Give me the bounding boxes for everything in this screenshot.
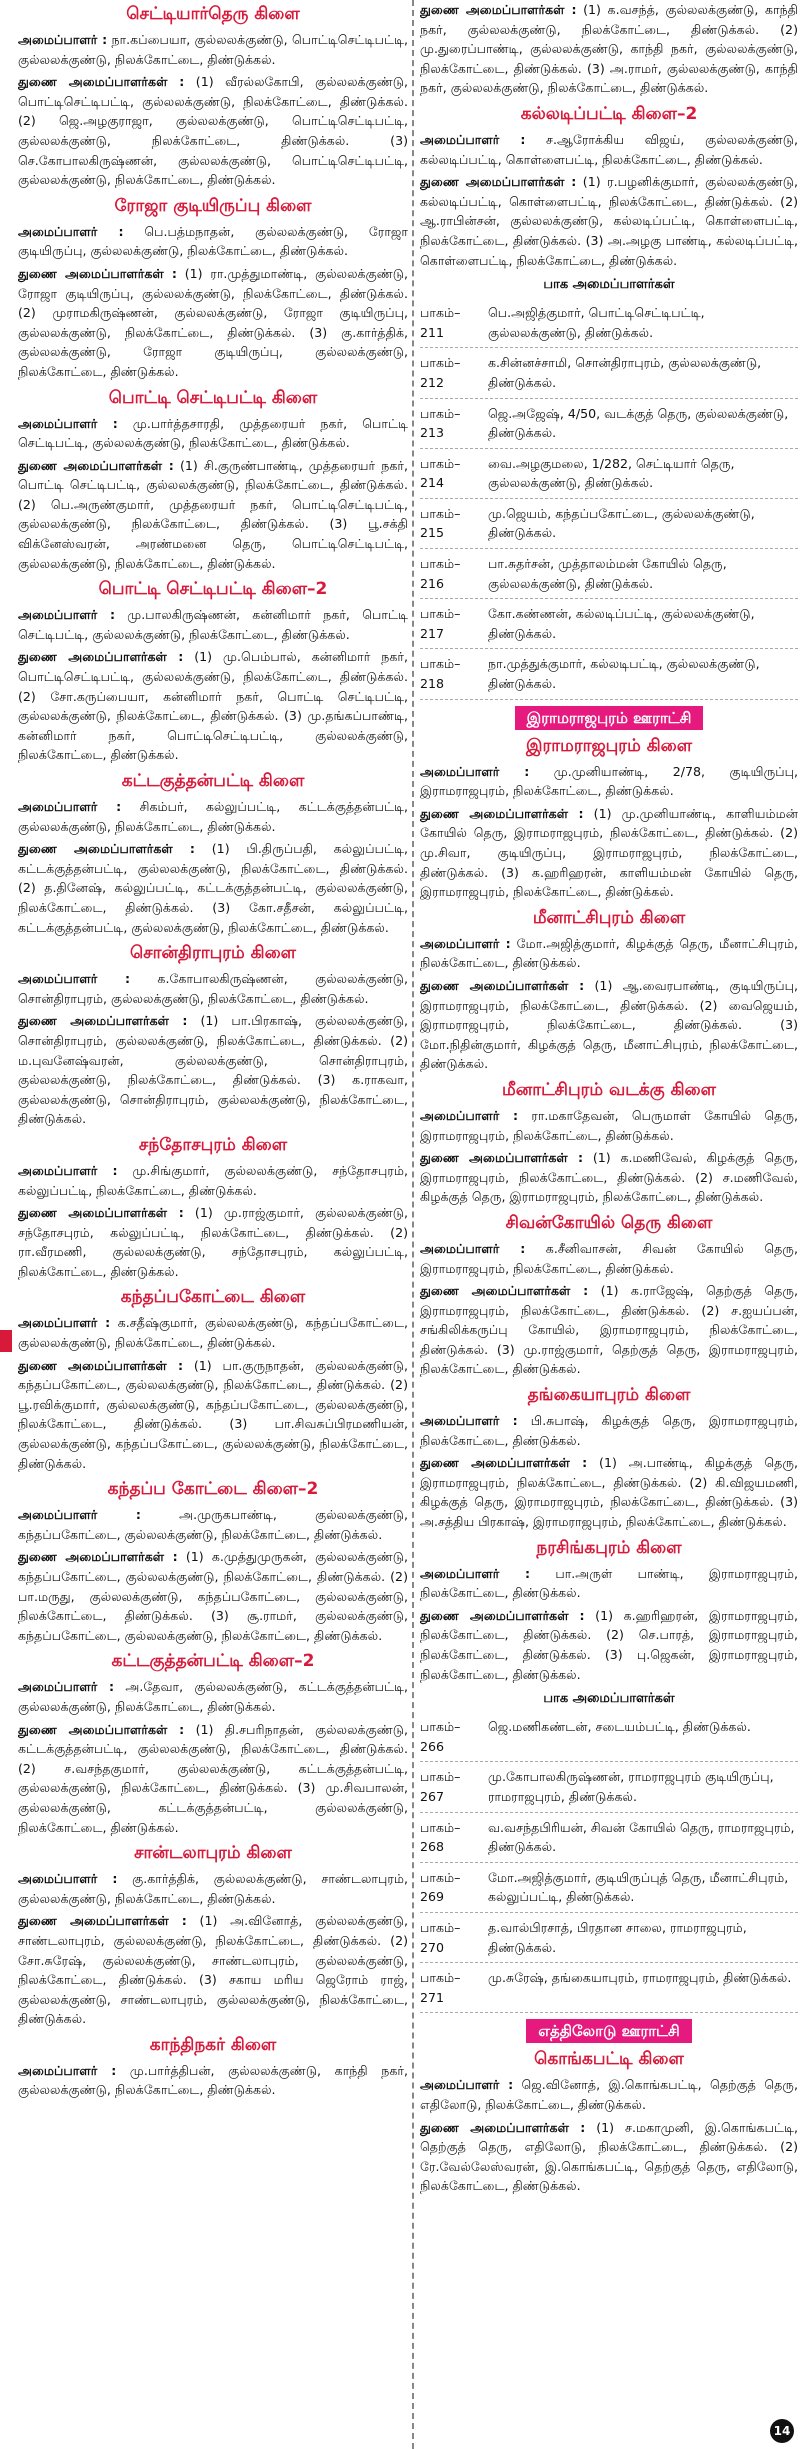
branch-section: [18, 1285, 408, 1473]
panchayat-banner: [420, 2019, 798, 2043]
member-text: அ.முருகபாண்டி, குல்லலக்குண்டு, கந்தப்பகோட்டை, குல்லலக்குண்டு, நிலக்கோட்டை, திண்டுக்கல்.: [18, 1507, 408, 1542]
member-text: க.சீனிவாசன், சிவன் கோயில் தெரு, இராமராஜபுரம், நிலக்கோட்டை, திண்டுக்கல்.: [420, 1240, 798, 1276]
member-text: (1) அ.பாண்டி, கிழக்குத் தெரு, இராமராஜபுரம், நிலக்கோட்டை, திண்டுக்கல். (2) கி.விஜயமணி, கிழக்குத் தெரு, இராமராஜபுரம், நிலக்கோட்டை, திண்டுக்கல். (3) அ.சத்திய பிரகாஷ், இராமராஜபுரம், நிலக்கோட்டை, திண்டுக்கல்.: [420, 1455, 798, 1530]
branch-heading: காந்திநகர் கிளை: [149, 2034, 277, 2055]
member-text: க.கோபாலகிருஷ்ணன், குல்லலக்குண்டு, சொன்திராபுரம், குல்லலக்குண்டு, நிலக்கோட்டை, திண்டுக்கல்.: [18, 971, 408, 1006]
branch-section: [420, 1211, 798, 1379]
member-paragraph: [420, 1411, 798, 1450]
member-paragraph: [420, 1239, 798, 1278]
role-label: அமைப்பாளர் :: [420, 935, 511, 951]
role-label: அமைப்பாளர் :: [420, 1107, 519, 1123]
member-text: பா.அருள் பாண்டி, இராமராஜபுரம், நிலக்கோட்டை, திண்டுக்கல்.: [420, 1565, 798, 1601]
booth-number: பாகம்– 215: [420, 505, 461, 541]
role-label: அமைப்பாளர் :: [420, 131, 526, 147]
booth-row: [420, 1913, 798, 1963]
member-paragraph: [420, 2118, 798, 2196]
member-paragraph: [18, 1677, 408, 1716]
role-label: துணை அமைப்பாளர்கள் :: [18, 1549, 178, 1565]
member-text: பி.சுபாஷ், கிழக்குத் தெரு, இராமராஜபுரம், நிலக்கோட்டை, திண்டுக்கல்.: [420, 1413, 798, 1448]
member-text: (1) க.முத்துமுருகன், குல்லலக்குண்டு, கந்தப்பகோட்டை, குல்லலக்குண்டு, நிலக்கோட்டை, திண்டுக்கல். (2) பா.மருது, குல்லலக்குண்டு, கந்தப்பகோட்டை, குல்லலக்குண்டு, நிலக்கோட்டை, திண்டுக்கல். (3) சூ.ராமர், குல்லலக்குண்டு, கந்தப்பகோட்டை, குல்லலக்குண்டு, நிலக்கோட்டை, திண்டுக்கல்.: [18, 1549, 408, 1643]
role-label: அமைப்பாளர் :: [18, 223, 124, 239]
role-label: துணை அமைப்பாளர்கள் :: [18, 841, 195, 857]
role-label: துணை அமைப்பாளர்கள் :: [420, 2119, 586, 2135]
booth-number: பாகம்– 217: [420, 606, 461, 641]
member-paragraph: [18, 1547, 408, 1645]
member-text: க.சதீஷ்குமார், குல்லலக்குண்டு, கந்தப்பகோட்டை, குல்லலக்குண்டு, நிலக்கோட்டை, திண்டுக்கல்.: [18, 1315, 408, 1351]
member-paragraph: [18, 72, 408, 190]
role-label: அமைப்பாளர் :: [420, 1565, 531, 1581]
member-paragraph: [18, 647, 408, 765]
member-paragraph: [420, 762, 798, 801]
booth-member: வை.அழகுமலை, 1/282, செட்டியார் தெரு, குல்லலக்குண்டு, திண்டுக்கல்.: [488, 455, 735, 491]
booth-row: [420, 1712, 798, 1762]
booth-number: பாகம்– 270: [420, 1919, 461, 1955]
booth-row: [420, 1863, 798, 1913]
booth-member: மு.ஜெயம், கந்தப்பகோட்டை, குல்லலக்குண்டு, திண்டுக்கல்.: [488, 505, 755, 541]
role-label: அமைப்பாளர் :: [18, 2062, 117, 2078]
branch-heading: சிவன்கோயில் தெரு கிளை: [505, 1212, 713, 1233]
branch-section: [18, 1649, 408, 1837]
member-paragraph: [18, 1356, 408, 1474]
right-column: [420, 0, 798, 2449]
member-paragraph: [18, 969, 408, 1008]
panchayat-banner-label: இராமராஜபுரம் ஊராட்சி: [515, 706, 704, 730]
booth-member: ஜெ.மணிகண்டன், சடையம்பட்டி, திண்டுக்கல்.: [488, 1719, 751, 1735]
member-text: மு.பார்த்தசாரதி, முத்தரையர் நகர், பொட்டி செட்டிபட்டி, குல்லலக்குண்டு, நிலக்கோட்டை, திண்டுக்கல்.: [18, 415, 408, 451]
role-label: துணை அமைப்பாளர்கள் :: [18, 1013, 188, 1029]
booth-row: [420, 1813, 798, 1863]
member-text: மு.முனியாண்டி, 2/78, குடியிருப்பு, இராமராஜபுரம், நிலக்கோட்டை, திண்டுக்கல்.: [420, 763, 798, 799]
role-label: அமைப்பாளர் :: [420, 1413, 518, 1429]
member-paragraph: [18, 456, 408, 574]
role-label: துணை அமைப்பாளர்கள் :: [18, 457, 174, 473]
page-number: 14: [770, 2419, 794, 2443]
booth-row: [420, 449, 798, 499]
role-label: துணை அமைப்பாளர்கள் :: [420, 977, 585, 993]
booth-number: பாகம்– 267: [420, 1769, 461, 1804]
role-label: துணை அமைப்பாளர்கள் :: [18, 1721, 185, 1737]
branch-heading: சந்தோசபுரம் கிளை: [138, 1134, 288, 1155]
role-label: துணை அமைப்பாளர்கள் :: [420, 2, 577, 17]
role-label: அமைப்பாளர் :: [18, 1162, 118, 1178]
left-edge-strip: [0, 0, 12, 2449]
member-text: ச.ஆரோக்கிய விஜய், குல்லலக்குண்டு, கல்லடிப்பட்டி, கொள்ளைபட்டி, நிலக்கோட்டை, திண்டுக்கல்.: [420, 131, 798, 167]
booth-row: [420, 649, 798, 699]
branch-section: [420, 734, 798, 902]
branch-section: [420, 1078, 798, 1207]
member-paragraph: [420, 130, 798, 169]
branch-heading: கந்தப்பகோட்டை கிளை: [120, 1287, 306, 1308]
branch-section: [18, 194, 408, 382]
member-text: கு.கார்த்திக், குல்லலக்குண்டு, சாண்டலாபுரம், குல்லலக்குண்டு, நிலக்கோட்டை, திண்டுக்கல்.: [18, 1871, 408, 1906]
member-paragraph: [420, 934, 798, 973]
branch-heading: நரசிங்கபுரம் கிளை: [536, 1537, 682, 1558]
role-label: துணை அமைப்பாளர்கள் :: [18, 649, 184, 665]
member-text: மு.பாலகிருஷ்ணன், கன்னிமார் நகர், பொட்டி செட்டிபட்டி, குல்லலக்குண்டு, நிலக்கோட்டை, திண்டுக்கல்.: [18, 607, 408, 642]
branch-heading: கட்டகுத்தன்பட்டி கிளை: [121, 771, 305, 791]
branch-section: [18, 1477, 408, 1645]
booth-row: [420, 399, 798, 449]
booth-list: [420, 1688, 798, 2013]
booth-number: பாகம்– 269: [420, 1869, 461, 1905]
member-text: (1) ச.மகாமுனி, இ.கொங்கபட்டி, தெற்குத் தெரு, எதிலோடு, நிலக்கோட்டை, திண்டுக்கல். (2) ரே.வேல்லேஸ்வரன், இ.கொங்கபட்டி, தெற்குத் தெரு, எதிலோடு, நிலக்கோட்டை, திண்டுக்கல்.: [420, 2119, 798, 2194]
member-paragraph: [18, 1505, 408, 1544]
member-text: பெ.பத்மநாதன், குல்லலக்குண்டு, ரோஜா குடியிருப்பு, குல்லலக்குண்டு, நிலக்கோட்டை, திண்டுக்கல்.: [18, 223, 408, 259]
booth-member: மோ.அஜித்குமார், குடியிருப்புத் தெரு, மீனாட்சிபுரம், கல்லுப்பட்டி, திண்டுக்கல்.: [488, 1869, 789, 1905]
booth-member: ஜெ.அஜேஷ், 4/50, வடக்குத் தெரு, குல்லலக்குண்டு, திண்டுக்கல்.: [488, 405, 789, 441]
branch-heading: கந்தப்ப கோட்டை கிளை–2: [107, 1479, 319, 1500]
member-text: (1) அ.வினோத், குல்லலக்குண்டு, சாண்டலாபுரம், குல்லலக்குண்டு, நிலக்கோட்டை, திண்டுக்கல். (2) சோ.சுரேஷ், குல்லலக்குண்டு, சாண்டலாபுரம், குல்லலக்குண்டு, நிலக்கோட்டை, திண்டுக்கல். (3) சகாய மரிய ஜெரோம் ராஜ், குல்லலக்குண்டு, சாண்டலாபுரம், குல்லலக்குண்டு, நிலக்கோட்டை, திண்டுக்கல்.: [18, 1913, 408, 2027]
member-paragraph: [420, 172, 798, 270]
branch-heading: கட்டகுத்தன்பட்டி கிளை–2: [111, 1651, 315, 1672]
booth-number: பாகம்– 214: [420, 455, 461, 491]
booth-row: [420, 348, 798, 398]
booth-number: பாகம்– 213: [420, 405, 461, 441]
branch-section: [18, 1133, 408, 1282]
branch-section: [18, 2033, 408, 2100]
panchayat-banner: [420, 706, 798, 730]
role-label: அமைப்பாளர் :: [18, 1679, 115, 1695]
member-paragraph: [420, 1564, 798, 1603]
member-paragraph: [18, 2061, 408, 2100]
branch-section: [18, 769, 408, 937]
role-label: துணை அமைப்பாளர்கள் :: [18, 1913, 187, 1929]
member-paragraph: [18, 1911, 408, 2029]
member-text: மு.சிங்குமார், குல்லலக்குண்டு, சந்தோசபுரம், கல்லுப்பட்டி, நிலக்கோட்டை, திண்டுக்கல்.: [18, 1162, 408, 1198]
member-paragraph: [420, 976, 798, 1074]
branch-heading: பொட்டி செட்டிபட்டி கிளை–2: [98, 579, 328, 600]
member-text: (1) ரா.முத்துமாண்டி, குல்லலக்குண்டு, ரோஜா குடியிருப்பு, குல்லலக்குண்டு, நிலக்கோட்டை, திண்டுக்கல். (2) முராமகிருஷ்ணன், குல்லலக்குண்டு, ரோஜா குடியிருப்பு, குல்லலக்குண்டு, நிலக்கோட்டை, திண்டுக்கல். (3) கு.கார்த்திக், குல்லலக்குண்டு, ரோஜா குடியிருப்பு, குல்லலக்குண்டு, நிலக்கோட்டை, திண்டுக்கல்.: [18, 265, 408, 379]
member-paragraph: [18, 1720, 408, 1838]
member-paragraph: [18, 1313, 408, 1352]
member-text: அ.தேவா, குல்லலக்குண்டு, கட்டக்குத்தன்பட்டி, குல்லலக்குண்டு, நிலக்கோட்டை, திண்டுக்கல்.: [18, 1679, 408, 1714]
role-label: அமைப்பாளர் :: [18, 1871, 118, 1887]
member-paragraph: [420, 1453, 798, 1531]
booth-row: [420, 1762, 798, 1812]
branch-heading: சான்டலாபுரம் கிளை: [134, 1843, 292, 1864]
member-paragraph: [420, 1148, 798, 1207]
branch-section: [18, 386, 408, 574]
role-label: துணை அமைப்பாளர்கள் :: [18, 265, 177, 281]
member-text: (1) தி.சபரிநாதன், குல்லலக்குண்டு, கட்டக்குத்தன்பட்டி, குல்லலக்குண்டு, நிலக்கோட்டை, திண்டுக்கல். (2) ச.வசந்தகுமார், குல்லலக்குண்டு, கட்டக்குத்தன்பட்டி, குல்லலக்குண்டு, நிலக்கோட்டை, திண்டுக்கல். (3) மு.சிவபாலன், குல்லலக்குண்டு, கட்டக்குத்தன்பட்டி, குல்லலக்குண்டு, நிலக்கோட்டை, திண்டுக்கல்.: [18, 1721, 408, 1835]
member-text: (1) க.ஹரிஹரன், இராமராஜபுரம், நிலக்கோட்டை, திண்டுக்கல். (2) செ.பாரத், இராமராஜபுரம், நிலக்கோட்டை, திண்டுக்கல். (3) பு.ஜெகன், இராமராஜபுரம், நிலக்கோட்டை, திண்டுக்கல்.: [420, 1607, 798, 1682]
role-label: அமைப்பாளர் :: [18, 799, 122, 814]
branch-section: [420, 906, 798, 1074]
role-label: அமைப்பாளர் :: [18, 971, 131, 987]
member-text: (1) சி.குருண்பாண்டி, முத்தரையர் நகர், பொட்டி செட்டிபட்டி, குல்லலக்குண்டு, நிலக்கோட்டை, திண்டுக்கல். (2) பெ.அருண்குமார், முத்தரையர் நகர், பொட்டிசெட்டிபட்டி, குல்லலக்குண்டு, நிலக்கோட்டை, திண்டுக்கல். (3) பூ.சக்தி விக்னேஸ்வரன், அரண்மனை தெரு, பொட்டிசெட்டிபட்டி, குல்லலக்குண்டு, நிலக்கோட்டை, திண்டுக்கல்.: [18, 457, 408, 571]
role-label: அமைப்பாளர் :: [18, 1315, 111, 1331]
role-label: அமைப்பாளர் :: [18, 607, 116, 623]
booth-row: [420, 1963, 798, 2013]
member-text: (1) பா.பிரகாஷ், குல்லலக்குண்டு, சொன்திராபுரம், குல்லலக்குண்டு, நிலக்கோட்டை, திண்டுக்கல். (2) ம.புவனேஷ்வரன், குல்லலக்குண்டு, சொன்திராபுரம், குல்லலக்குண்டு, நிலக்கோட்டை, திண்டுக்கல். (3) க.ராகவா, குல்லலக்குண்டு, சொன்திராபுரம், குல்லலக்குண்டு, நிலக்கோட்டை, திண்டுக்கல்.: [18, 1013, 408, 1127]
booth-number: பாகம்– 268: [420, 1819, 461, 1855]
branch-heading: மீனாட்சிபுரம் வடக்கு கிளை: [502, 1079, 716, 1100]
branch-heading: கல்லடிப்பட்டி கிளை–2: [520, 103, 698, 124]
member-paragraph: [420, 0, 798, 98]
booth-row: [420, 599, 798, 649]
role-label: துணை அமைப்பாளர்கள் :: [420, 1150, 584, 1166]
member-text: (1) மு.முனியாண்டி, காளியம்மன் கோயில் தெரு, இராமராஜபுரம், நிலக்கோட்டை, திண்டுக்கல். (2) மு.சிவா, குடியிருப்பு, இராமராஜபுரம், நிலக்கோட்டை, திண்டுக்கல். (3) க.ஹரிஹரன், காளியம்மன் கோயில் தெரு, இராமராஜபுரம், நிலக்கோட்டை, திண்டுக்கல்.: [420, 805, 798, 900]
branch-heading: பொட்டி செட்டிபட்டி கிளை: [108, 387, 318, 408]
role-label: அமைப்பாளர் :: [18, 415, 118, 431]
branch-section: [18, 577, 408, 765]
member-text: (1) மு.ராஜ்குமார், குல்லலக்குண்டு, சந்தோசபுரம், கல்லுப்பட்டி, நிலக்கோட்டை, திண்டுக்கல். (2) ரா.வீரமணி, குல்லலக்குண்டு, சந்தோசபுரம், கல்லுப்பட்டி, நிலக்கோட்டை, திண்டுக்கல்.: [18, 1205, 408, 1279]
branch-heading: மீனாட்சிபுரம் கிளை: [532, 907, 686, 928]
branch-section: [420, 1536, 798, 1685]
member-paragraph: [420, 1281, 798, 1379]
branch-heading: சொன்திராபுரம் கிளை: [130, 943, 296, 964]
booth-number: பாகம்– 216: [420, 556, 461, 591]
role-label: துணை அமைப்பாளர்கள் :: [420, 1283, 589, 1299]
member-text: சிகம்பர், கல்லுப்பட்டி, கட்டக்குத்தன்பட்டி, குல்லலக்குண்டு, நிலக்கோட்டை, திண்டுக்கல்.: [18, 799, 408, 834]
branch-section: [18, 1841, 408, 2029]
edge-red-marker: [0, 1330, 12, 1352]
member-paragraph: [18, 414, 408, 453]
booth-row: [420, 499, 798, 549]
branch-heading: கொங்கபட்டி கிளை: [534, 2049, 684, 2070]
branch-section: [18, 941, 408, 1129]
member-paragraph: [18, 1869, 408, 1908]
member-paragraph: [18, 264, 408, 382]
booth-member: நா.முத்துக்குமார், கல்லடிபட்டி, குல்லலக்குண்டு, திண்டுக்கல்.: [488, 656, 760, 692]
booth-number: பாகம்– 218: [420, 656, 461, 692]
member-paragraph: [18, 797, 408, 836]
role-label: துணை அமைப்பாளர்கள் :: [420, 1455, 588, 1471]
member-text: மு.பார்த்திபன், குல்லலக்குண்டு, காந்தி நகர், குல்லலக்குண்டு, நிலக்கோட்டை, திண்டுக்கல்.: [18, 2062, 408, 2098]
branch-heading: செட்டியார்தெரு கிளை: [126, 4, 300, 24]
member-paragraph: [420, 804, 798, 902]
member-text: ஜெ.வினோத், இ.கொங்கபட்டி, தெற்குத் தெரு, எதிலோடு, நிலக்கோட்டை, திண்டுக்கல்.: [420, 2077, 798, 2112]
member-paragraph: [18, 1011, 408, 1129]
member-paragraph: [420, 1106, 798, 1145]
role-label: துணை அமைப்பாளர்கள் :: [420, 174, 577, 190]
member-paragraph: [18, 1161, 408, 1200]
role-label: அமைப்பாளர் :: [420, 2077, 514, 2093]
member-text: (1) க.ராஜேஷ், தெற்குத் தெரு, இராமராஜபுரம், நிலக்கோட்டை, திண்டுக்கல். (2) ச.ஐயப்பன், சங்கிலிக்கருப்பு கோயில், இராமராஜபுரம், நிலக்கோட்டை, திண்டுக்கல். (3) மு.ராஜ்குமார், தெற்குத் தெரு, இராமராஜபுரம், நிலக்கோட்டை, திண்டுக்கல்.: [420, 1283, 798, 1377]
booth-list: [420, 274, 798, 700]
booth-member: கோ.கண்ணன், கல்லடிப்பட்டி, குல்லலக்குண்டு, திண்டுக்கல்.: [488, 606, 755, 641]
role-label: துணை அமைப்பாளர்கள் :: [18, 74, 185, 90]
column-divider: [412, 0, 414, 2449]
role-label: அமைப்பாளர் :: [18, 32, 108, 47]
member-paragraph: [420, 1606, 798, 1684]
member-text: (1) ஆ.வைரபாண்டி, குடியிருப்பு, இராமராஜபுரம், நிலக்கோட்டை, திண்டுக்கல். (2) வைஜெயம், இராமராஜபுரம், நிலக்கோட்டை, திண்டுக்கல். (3) மோ.நிதின்குமார், கிழக்குத் தெரு, மீனாட்சிபுரம், நிலக்கோட்டை, திண்டுக்கல்.: [420, 977, 798, 1072]
role-label: அமைப்பாளர் :: [420, 1240, 526, 1256]
booth-member: பெ.அஜித்குமார், பொட்டிசெட்டிபட்டி, குல்லலக்குண்டு, திண்டுக்கல்.: [488, 305, 705, 340]
role-label: துணை அமைப்பாளர்கள் :: [18, 1357, 183, 1373]
branch-heading: ரோஜா குடியிருப்பு கிளை: [114, 195, 312, 216]
booth-member: மு.சுரேஷ், தங்கையாபுரம், ராமராஜபுரம், திண்டுக்கல்.: [488, 1970, 792, 1986]
member-paragraph: [420, 2075, 798, 2114]
booth-member: மு.கோபாலகிருஷ்ணன், ராமராஜபுரம் குடியிருப்பு, ராமராஜபுரம், திண்டுக்கல்.: [488, 1769, 774, 1804]
booth-member: த.வால்பிரசாத், பிரதான சாலை, ராமராஜபுரம், திண்டுக்கல்.: [488, 1919, 747, 1955]
member-paragraph: [18, 1203, 408, 1281]
left-column: [18, 0, 408, 2449]
panchayat-banner-label: எத்திலோடு ஊராட்சி: [526, 2019, 691, 2043]
member-text: ரா.மகாதேவன், பெருமாள் கோயில் தெரு, இராமராஜபுரம், நிலக்கோட்டை, திண்டுக்கல்.: [420, 1107, 798, 1143]
member-text: (1) பா.குருநாதன், குல்லலக்குண்டு, கந்தப்பகோட்டை, குல்லலக்குண்டு, நிலக்கோட்டை, திண்டுக்கல். (2) பூ.ரவிக்குமார், குல்லலக்குண்டு, கந்தப்பகோட்டை, குல்லலக்குண்டு, நிலக்கோட்டை, திண்டுக்கல். (3) பா.சிவசுப்பிரமணியன், குல்லலக்குண்டு, கந்தப்பகோட்டை, குல்லலக்குண்டு, நிலக்கோட்டை, திண்டுக்கல்.: [18, 1357, 408, 1471]
branch-heading: இராமராஜபுரம் கிளை: [525, 735, 693, 756]
member-text: மோ.அஜித்குமார், கிழக்குத் தெரு, மீனாட்சிபுரம், நிலக்கோட்டை, திண்டுக்கல்.: [420, 935, 798, 971]
booth-list-title: பாக அமைப்பாளர்கள்: [543, 1691, 675, 1707]
member-text: (1) வீரல்லகோபி, குல்லலக்குண்டு, பொட்டிசெட்டிபட்டி, குல்லலக்குண்டு, நிலக்கோட்டை, திண்டுக்கல். (2) ஜெ.அழகுராஜா, குல்லலக்குண்டு, பொட்டிசெட்டிபட்டி, குல்லலக்குண்டு, நிலக்கோட்டை, திண்டுக்கல். (3) செ.கோபாலகிருஷ்ணன், குல்லலக்குண்டு, பொட்டிசெட்டிபட்டி, குல்லலக்குண்டு, நிலக்கோட்டை, திண்டுக்கல்.: [18, 74, 408, 188]
member-paragraph: [18, 222, 408, 261]
role-label: துணை அமைப்பாளர்கள் :: [420, 1607, 585, 1623]
role-label: அமைப்பாளர் :: [18, 1507, 141, 1523]
member-text: நா.கப்பையா, குல்லலக்குண்டு, பொட்டிசெட்டிபட்டி, குல்லலக்குண்டு, நிலக்கோட்டை, திண்டுக்கல்.: [18, 32, 408, 67]
booth-number: பாகம்– 271: [420, 1970, 461, 2005]
role-label: துணை அமைப்பாளர்கள் :: [420, 805, 584, 821]
role-label: அமைப்பாளர் :: [420, 763, 530, 779]
branch-heading: தங்கையாபுரம் கிளை: [527, 1385, 691, 1406]
booth-row: [420, 298, 798, 348]
member-text: (1) க.மணிவேல், கிழக்குத் தெரு, இராமராஜபுரம், நிலக்கோட்டை, திண்டுக்கல். (2) ச.மணிவேல், கிழக்குத் தெரு, இராமராஜபுரம், நிலக்கோட்டை, திண்டுக்கல்.: [420, 1150, 798, 1205]
role-label: துணை அமைப்பாளர்கள் :: [18, 1205, 184, 1221]
booth-list-title: பாக அமைப்பாளர்கள்: [543, 277, 675, 293]
booth-member: க.சின்னச்சாமி, சொன்திராபுரம், குல்லலக்குண்டு, திண்டுக்கல்.: [488, 355, 762, 390]
booth-member: வ.வசந்தபிரியன், சிவன் கோயில் தெரு, ராமராஜபுரம், திண்டுக்கல்.: [488, 1819, 795, 1855]
continued-section: [420, 0, 798, 98]
member-text: (1) க.வசந்த், குல்லலக்குண்டு, காந்தி நகர், குல்லலக்குண்டு, நிலக்கோட்டை, திண்டுக்கல். (2) மு.துரைப்பாண்டி, குல்லலக்குண்டு, காந்தி நகர், குல்லலக்குண்டு, நிலக்கோட்டை, திண்டுக்கல். (3) அ.ராமர், குல்லலக்குண்டு, காந்தி நகர், குல்லலக்குண்டு, நிலக்கோட்டை, திண்டுக்கல்.: [420, 2, 798, 96]
booth-number: பாகம்– 266: [420, 1719, 461, 1754]
branch-section: [420, 1383, 798, 1532]
booth-number: பாகம்– 211: [420, 305, 461, 340]
member-text: (1) பி.திருப்பதி, கல்லுப்பட்டி, கட்டக்குத்தன்பட்டி, குல்லலக்குண்டு, நிலக்கோட்டை, திண்டுக்கல். (2) த.தினேஷ், கல்லுப்பட்டி, கட்டக்குத்தன்பட்டி, குல்லலக்குண்டு, நிலக்கோட்டை, திண்டுக்கல். (3) கோ.சதீசன், கல்லுப்பட்டி, கட்டக்குத்தன்பட்டி, குல்லலக்குண்டு, நிலக்கோட்டை, திண்டுக்கல்.: [18, 841, 408, 935]
booth-row: [420, 549, 798, 599]
member-text: (1) மு.பெம்பால், கன்னிமார் நகர், பொட்டிசெட்டிபட்டி, குல்லலக்குண்டு, நிலக்கோட்டை, திண்டுக்கல். (2) சோ.கருப்பையா, கன்னிமார் நகர், பொட்டி செட்டிபட்டி, குல்லலக்குண்டு, நிலக்கோட்டை, திண்டுக்கல். (3) மு.தங்கப்பாண்டி, கன்னிமார் நகர், பொட்டிசெட்டிபட்டி, குல்லலக்குண்டு, நிலக்கோட்டை, திண்டுக்கல்.: [18, 649, 408, 763]
booth-number: பாகம்– 212: [420, 355, 461, 390]
branch-section: [18, 2, 408, 190]
member-paragraph: [18, 30, 408, 69]
branch-section: [420, 2047, 798, 2196]
member-paragraph: [18, 839, 408, 937]
member-paragraph: [18, 605, 408, 644]
branch-section: [420, 102, 798, 270]
member-text: (1) ர.பழனிக்குமார், குல்லலக்குண்டு, கல்லடிப்பட்டி, கொள்ளைபட்டி, நிலக்கோட்டை, திண்டுக்கல். (2) ஆ.ராபின்சன், குல்லலக்குண்டு, கல்லடிப்பட்டி, கொள்ளைபட்டி, நிலக்கோட்டை, திண்டுக்கல். (3) அ.அழகு பாண்டி, கல்லடிப்பட்டி, கொள்ளைபட்டி, நிலக்கோட்டை, திண்டுக்கல்.: [420, 174, 798, 268]
booth-member: பா.சுதர்சன், முத்தாலம்மன் கோயில் தெரு, குல்லலக்குண்டு, திண்டுக்கல்.: [488, 556, 727, 591]
